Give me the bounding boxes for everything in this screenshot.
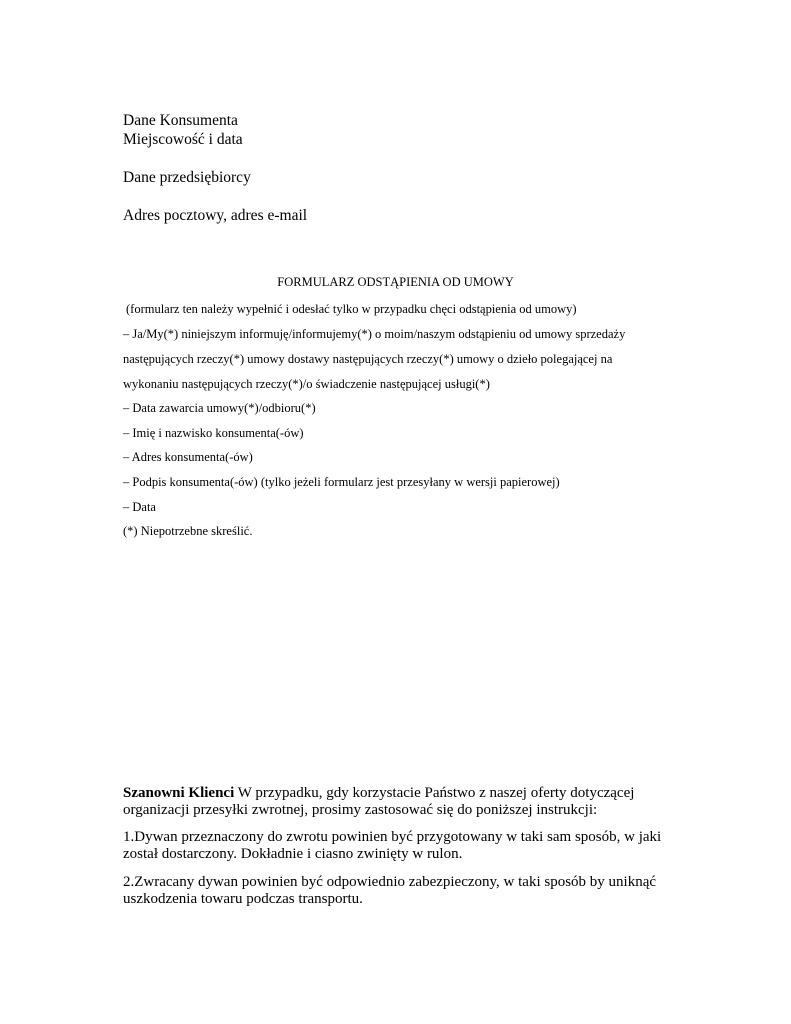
form-date: – Data xyxy=(123,500,156,514)
instructions-step-1: 1.Dywan przeznaczony do zwrotu powinien być przygotowany w taki sam sposób, w jaki został dostarczony. Dokładnie i ciasno zwinięty w rulon. xyxy=(123,829,662,862)
instructions-greeting: Szanowni Klienci xyxy=(123,785,235,801)
instructions-step-2: 2.Zwracany dywan powinien być odpowiednio zabezpieczony, w taki sposób by uniknąć uszkodzenia towaru podczas transportu. xyxy=(123,874,657,907)
form-consumer-address: – Adres konsumenta(-ów) xyxy=(123,450,253,464)
form-signature: – Podpis konsumenta(-ów) (tylko jeżeli formularz jest przesyłany w wersji papierowej) xyxy=(123,475,560,489)
place-date-label: Miejscowość i data xyxy=(123,131,243,148)
instructions-intro xyxy=(123,785,683,819)
form-contract-date: – Data zawarcia umowy(*)/odbioru(*) xyxy=(123,401,316,415)
form-footnote: (*) Niepotrzebne skreślić. xyxy=(123,524,253,538)
form-statement-line-2: następujących rzeczy(*) umowy dostawy następujących rzeczy(*) umowy o dzieło polegającej na xyxy=(123,352,613,366)
form-note: (formularz ten należy wypełnić i odesłać tylko w przypadku chęci odstąpienia od umowy) xyxy=(126,302,577,316)
consumer-data-label: Dane Konsumenta xyxy=(123,112,238,129)
form-consumer-name: – Imię i nazwisko konsumenta(-ów) xyxy=(123,426,304,440)
form-statement-line-1: – Ja/My(*) niniejszym informuję/informujemy(*) o moim/naszym odstąpieniu od umowy sprzedaży xyxy=(123,327,626,341)
instructions-intro-text: W przypadku, gdy korzystacie Państwo z naszej oferty dotyczącej organizacji przesyłki zwrotnej, prosimy zastosować się do poniższej instrukcji: xyxy=(123,785,635,818)
form-title: FORMULARZ ODSTĄPIENIA OD UMOWY xyxy=(277,275,514,289)
form-statement-line-3: wykonaniu następujących rzeczy(*)/o świadczenie następującej usługi(*) xyxy=(123,377,490,391)
trader-data-label: Dane przedsiębiorcy xyxy=(123,169,251,186)
address-label: Adres pocztowy, adres e-mail xyxy=(123,207,308,224)
